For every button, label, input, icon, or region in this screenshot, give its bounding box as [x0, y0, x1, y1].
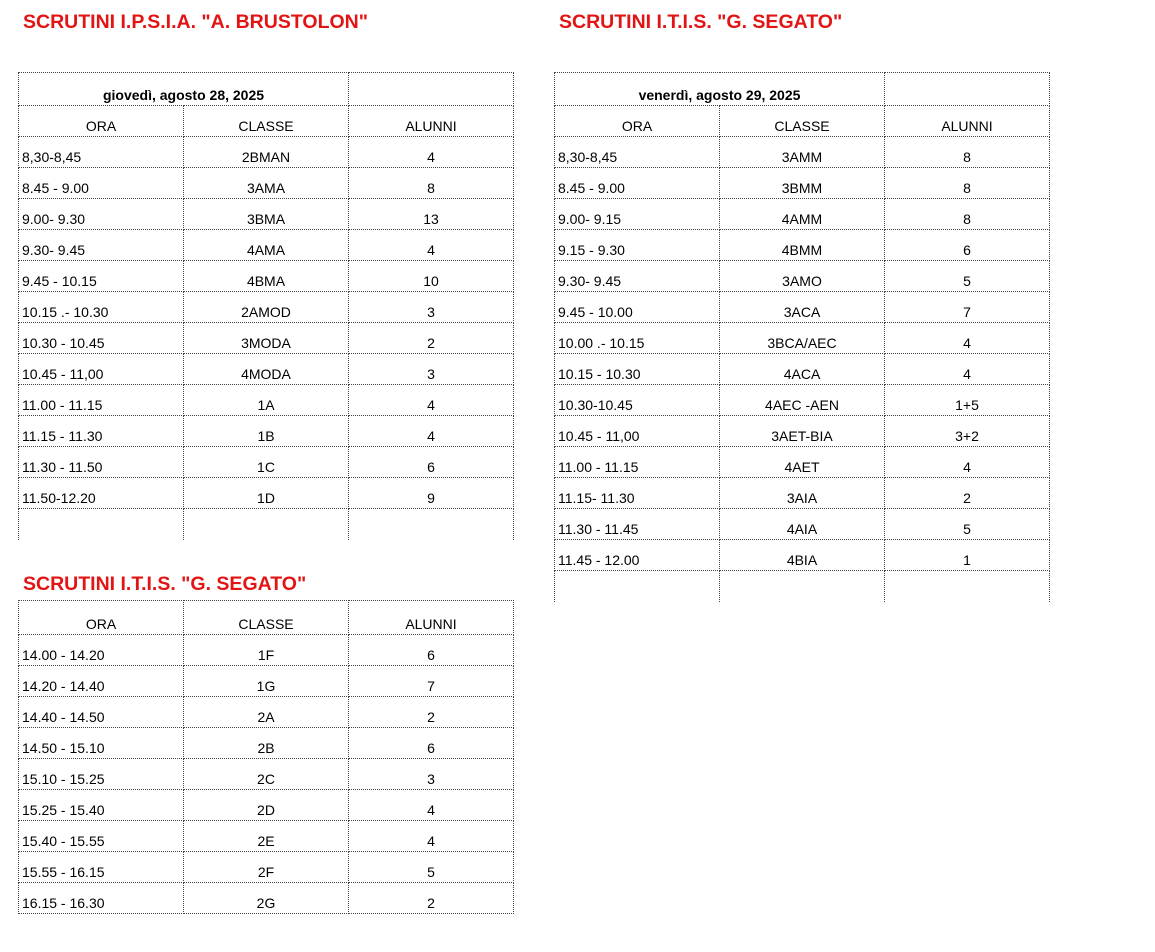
ora-cell: 11.45 - 12.00 — [555, 540, 720, 571]
left-schedule-table — [18, 72, 514, 540]
alunni-cell: 1+5 — [885, 385, 1050, 416]
classe-cell: 1G — [184, 666, 349, 697]
ora-cell: 9.30- 9.45 — [19, 230, 184, 261]
table-row — [19, 790, 514, 821]
empty-cell — [349, 73, 514, 106]
empty-row — [555, 571, 1050, 602]
table-row — [19, 323, 514, 354]
classe-cell: 4AMA — [184, 230, 349, 261]
table-row — [19, 759, 514, 790]
ora-cell: 8,30-8,45 — [555, 137, 720, 168]
classe-cell: 4BMM — [720, 230, 885, 261]
table-row — [555, 230, 1050, 261]
ora-cell: 9.45 - 10.00 — [555, 292, 720, 323]
ora-cell: 9.00- 9.15 — [555, 199, 720, 230]
empty-cell — [184, 509, 349, 540]
table-row — [555, 199, 1050, 230]
ora-cell: 11.00 - 11.15 — [19, 385, 184, 416]
classe-cell: 3ACA — [720, 292, 885, 323]
alunni-cell: 2 — [349, 697, 514, 728]
ora-cell: 8.45 - 9.00 — [555, 168, 720, 199]
classe-cell: 4AMM — [720, 199, 885, 230]
classe-cell: 3AMA — [184, 168, 349, 199]
classe-cell: 2F — [184, 852, 349, 883]
date-row — [555, 73, 1050, 106]
alunni-cell: 8 — [885, 168, 1050, 199]
table-row — [19, 697, 514, 728]
header-classe: CLASSE — [184, 601, 349, 635]
table-row — [555, 354, 1050, 385]
classe-cell: 1C — [184, 447, 349, 478]
left-title: SCRUTINI I.P.S.I.A. "A. BRUSTOLON" — [23, 11, 368, 33]
ora-cell: 11.15- 11.30 — [555, 478, 720, 509]
ora-cell: 9.45 - 10.15 — [19, 261, 184, 292]
classe-cell: 2C — [184, 759, 349, 790]
classe-cell: 2B — [184, 728, 349, 759]
classe-cell: 3AIA — [720, 478, 885, 509]
header-row — [19, 106, 514, 137]
alunni-cell: 5 — [885, 509, 1050, 540]
header-alunni: ALUNNI — [349, 601, 514, 635]
alunni-cell: 10 — [349, 261, 514, 292]
classe-cell: 3MODA — [184, 323, 349, 354]
alunni-cell: 3 — [349, 292, 514, 323]
header-alunni: ALUNNI — [349, 106, 514, 137]
classe-cell: 3BMA — [184, 199, 349, 230]
empty-row — [19, 509, 514, 540]
classe-cell: 1B — [184, 416, 349, 447]
table-row — [555, 540, 1050, 571]
ora-cell: 11.15 - 11.30 — [19, 416, 184, 447]
classe-cell: 3BCA/AEC — [720, 323, 885, 354]
alunni-cell: 4 — [349, 821, 514, 852]
classe-cell: 1D — [184, 478, 349, 509]
ora-cell: 10.45 - 11,00 — [19, 354, 184, 385]
alunni-cell: 6 — [349, 447, 514, 478]
ora-cell: 10.00 .- 10.15 — [555, 323, 720, 354]
table-row — [19, 666, 514, 697]
table-row — [555, 509, 1050, 540]
classe-cell: 4MODA — [184, 354, 349, 385]
header-ora: ORA — [555, 106, 720, 137]
ora-cell: 9.15 - 9.30 — [555, 230, 720, 261]
alunni-cell: 4 — [349, 137, 514, 168]
ora-cell: 14.20 - 14.40 — [19, 666, 184, 697]
alunni-cell: 4 — [885, 354, 1050, 385]
ora-cell: 11.50-12.20 — [19, 478, 184, 509]
table-row — [19, 883, 514, 914]
ora-cell: 14.00 - 14.20 — [19, 635, 184, 666]
ora-cell: 11.00 - 11.15 — [555, 447, 720, 478]
classe-cell: 4BMA — [184, 261, 349, 292]
table-row — [555, 416, 1050, 447]
date-cell: giovedì, agosto 28, 2025 — [19, 73, 349, 106]
alunni-cell: 8 — [885, 199, 1050, 230]
ora-cell: 10.15 - 10.30 — [555, 354, 720, 385]
empty-cell — [349, 509, 514, 540]
table-row — [555, 261, 1050, 292]
alunni-cell: 5 — [349, 852, 514, 883]
ora-cell: 15.40 - 15.55 — [19, 821, 184, 852]
alunni-cell: 3 — [349, 759, 514, 790]
alunni-cell: 2 — [885, 478, 1050, 509]
table-row — [19, 137, 514, 168]
ora-cell: 15.55 - 16.15 — [19, 852, 184, 883]
classe-cell: 3AET-BIA — [720, 416, 885, 447]
ora-cell: 15.10 - 15.25 — [19, 759, 184, 790]
table-row — [19, 385, 514, 416]
table-row — [19, 635, 514, 666]
alunni-cell: 7 — [885, 292, 1050, 323]
classe-cell: 2G — [184, 883, 349, 914]
classe-cell: 2A — [184, 697, 349, 728]
table-row — [19, 354, 514, 385]
ora-cell: 9.00- 9.30 — [19, 199, 184, 230]
table-row — [555, 137, 1050, 168]
ora-cell: 11.30 - 11.45 — [555, 509, 720, 540]
alunni-cell: 4 — [885, 323, 1050, 354]
table-row — [19, 852, 514, 883]
ora-cell: 10.30-10.45 — [555, 385, 720, 416]
table-row — [19, 168, 514, 199]
classe-cell: 4BIA — [720, 540, 885, 571]
classe-cell: 4AIA — [720, 509, 885, 540]
classe-cell: 2AMOD — [184, 292, 349, 323]
alunni-cell: 6 — [349, 728, 514, 759]
table-row — [19, 821, 514, 852]
header-row — [555, 106, 1050, 137]
alunni-cell: 9 — [349, 478, 514, 509]
ora-cell: 10.15 .- 10.30 — [19, 292, 184, 323]
ora-cell: 10.45 - 11,00 — [555, 416, 720, 447]
ora-cell: 8,30-8,45 — [19, 137, 184, 168]
alunni-cell: 2 — [349, 323, 514, 354]
table-row — [555, 168, 1050, 199]
ora-cell: 16.15 - 16.30 — [19, 883, 184, 914]
empty-cell — [885, 73, 1050, 106]
ora-cell: 14.40 - 14.50 — [19, 697, 184, 728]
alunni-cell: 3+2 — [885, 416, 1050, 447]
alunni-cell: 1 — [885, 540, 1050, 571]
right-title: SCRUTINI I.T.I.S. "G. SEGATO" — [559, 11, 843, 33]
alunni-cell: 4 — [349, 230, 514, 261]
date-cell: venerdì, agosto 29, 2025 — [555, 73, 885, 106]
classe-cell: 2E — [184, 821, 349, 852]
table-row — [19, 230, 514, 261]
ora-cell: 8.45 - 9.00 — [19, 168, 184, 199]
classe-cell: 4ACA — [720, 354, 885, 385]
table-row — [555, 323, 1050, 354]
classe-cell: 3AMO — [720, 261, 885, 292]
table-row — [19, 447, 514, 478]
left-bottom-title: SCRUTINI I.T.I.S. "G. SEGATO" — [23, 573, 307, 595]
ora-cell: 9.30- 9.45 — [555, 261, 720, 292]
ora-cell: 10.30 - 10.45 — [19, 323, 184, 354]
alunni-cell: 4 — [885, 447, 1050, 478]
header-classe: CLASSE — [184, 106, 349, 137]
alunni-cell: 6 — [885, 230, 1050, 261]
table-row — [19, 292, 514, 323]
table-row — [19, 728, 514, 759]
table-row — [19, 199, 514, 230]
table-row — [555, 447, 1050, 478]
table-row — [555, 478, 1050, 509]
alunni-cell: 7 — [349, 666, 514, 697]
alunni-cell: 4 — [349, 790, 514, 821]
header-row — [19, 601, 514, 635]
classe-cell: 4AET — [720, 447, 885, 478]
alunni-cell: 6 — [349, 635, 514, 666]
empty-cell — [885, 571, 1050, 602]
alunni-cell: 8 — [349, 168, 514, 199]
classe-cell: 1F — [184, 635, 349, 666]
header-ora: ORA — [19, 106, 184, 137]
empty-cell — [19, 509, 184, 540]
header-ora: ORA — [19, 601, 184, 635]
table-row — [19, 261, 514, 292]
header-alunni: ALUNNI — [885, 106, 1050, 137]
header-classe: CLASSE — [720, 106, 885, 137]
empty-cell — [720, 571, 885, 602]
left-bottom-schedule-table — [18, 600, 514, 914]
classe-cell: 3BMM — [720, 168, 885, 199]
alunni-cell: 4 — [349, 416, 514, 447]
alunni-cell: 8 — [885, 137, 1050, 168]
classe-cell: 4AEC -AEN — [720, 385, 885, 416]
table-row — [19, 478, 514, 509]
table-row — [555, 292, 1050, 323]
classe-cell: 2D — [184, 790, 349, 821]
alunni-cell: 2 — [349, 883, 514, 914]
classe-cell: 3AMM — [720, 137, 885, 168]
alunni-cell: 4 — [349, 385, 514, 416]
ora-cell: 15.25 - 15.40 — [19, 790, 184, 821]
classe-cell: 1A — [184, 385, 349, 416]
right-schedule-table — [554, 72, 1050, 602]
table-row — [555, 385, 1050, 416]
table-row — [19, 416, 514, 447]
ora-cell: 14.50 - 15.10 — [19, 728, 184, 759]
classe-cell: 2BMAN — [184, 137, 349, 168]
alunni-cell: 13 — [349, 199, 514, 230]
empty-cell — [555, 571, 720, 602]
alunni-cell: 5 — [885, 261, 1050, 292]
date-row — [19, 73, 514, 106]
ora-cell: 11.30 - 11.50 — [19, 447, 184, 478]
alunni-cell: 3 — [349, 354, 514, 385]
